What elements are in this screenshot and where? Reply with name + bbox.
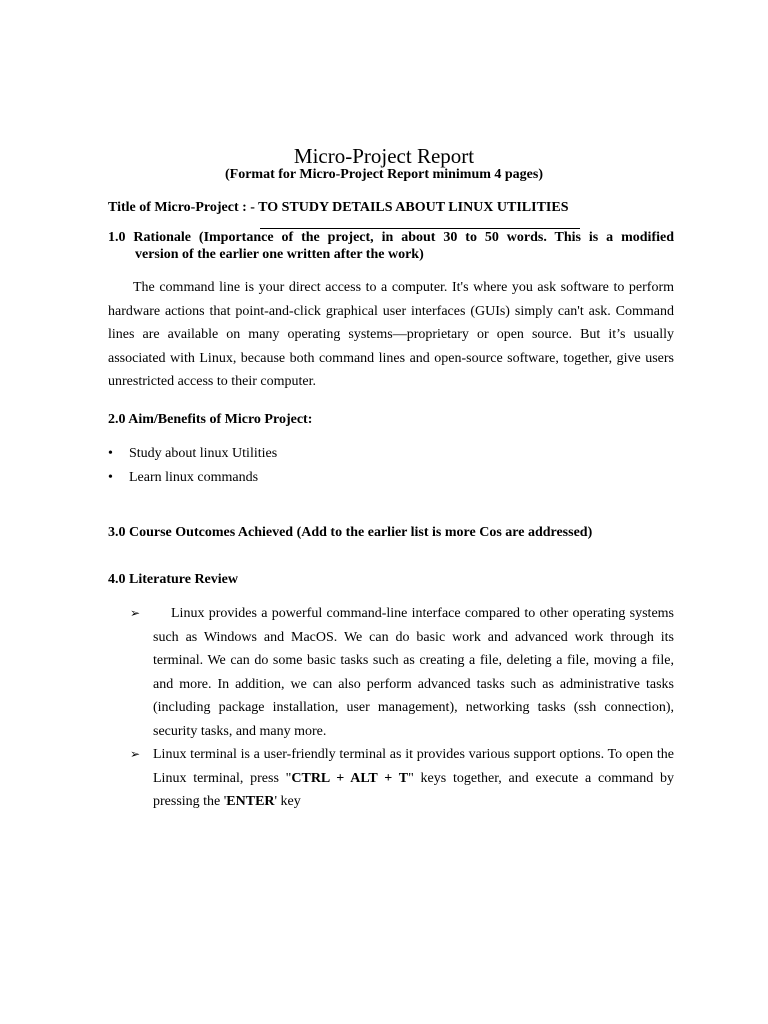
aim-heading: 2.0 Aim/Benefits of Micro Project: xyxy=(108,412,313,427)
document-title: Micro-Project Report xyxy=(293,144,475,168)
literature-text: ' key xyxy=(274,794,301,809)
enter-key-label: ENTER xyxy=(226,794,275,809)
rationale-paragraph: The command line is your direct access to a computer. It's where you ask software to perform hardware actions that point-and-click graphical user interfaces (GUIs) simply can't ask. Command lines are available on many operating systems—proprietary or open source. But it’s usually associated with Linux, because both command lines and open-source software, together, give users unrestricted access to their computer. xyxy=(108,280,674,389)
literature-heading: 4.0 Literature Review xyxy=(108,572,238,587)
literature-text: Linux xyxy=(171,606,205,621)
aim-item-text: Study about linux Utilities xyxy=(129,446,278,461)
bullet-icon: • xyxy=(108,446,113,461)
keyboard-shortcut: CTRL + ALT + T xyxy=(291,770,409,786)
list-item xyxy=(130,743,674,814)
arrow-bullet-icon: ➢ xyxy=(130,747,141,761)
literature-text: Windows xyxy=(203,629,257,645)
list-item xyxy=(130,602,674,743)
rationale-heading: 1.0 Rationale (Importance of the project, in about 30 to 50 words. This is a modified xyxy=(108,230,674,245)
project-title-line: Title of Micro-Project : - TO STUDY DETAILS ABOUT LINUX UTILITIES xyxy=(108,200,569,215)
literature-text: Linux terminal is a user-friendly terminal as it provides various support options. To open the Linux terminal, press " xyxy=(153,747,674,786)
bullet-icon: • xyxy=(108,470,113,485)
literature-text: provides a powerful command-line interface compared to other operating systems such as xyxy=(153,606,674,645)
literature-text: " keys together, and execute a command by pressing the ' xyxy=(153,770,674,809)
rationale-heading-continued: version of the earlier one written after the work) xyxy=(135,247,424,262)
literature-list xyxy=(130,602,674,814)
literature-text: and MacOS. We can do basic work and advanced work through its terminal. We can do some basic tasks such as creating a file, deleting a file, moving a file, and more. In addition, we can also perform advanced tasks such as administrative tasks (including package installation, user management), networking tasks (ssh connection), security tasks, and many more. xyxy=(153,629,674,739)
aim-item-text: Learn linux commands xyxy=(129,470,259,485)
arrow-bullet-icon: ➢ xyxy=(130,606,141,620)
outcomes-heading: 3.0 Course Outcomes Achieved (Add to the earlier list is more Cos are addressed) xyxy=(108,525,593,540)
document-subtitle: (Format for Micro-Project Report minimum 4 pages) xyxy=(224,167,543,182)
